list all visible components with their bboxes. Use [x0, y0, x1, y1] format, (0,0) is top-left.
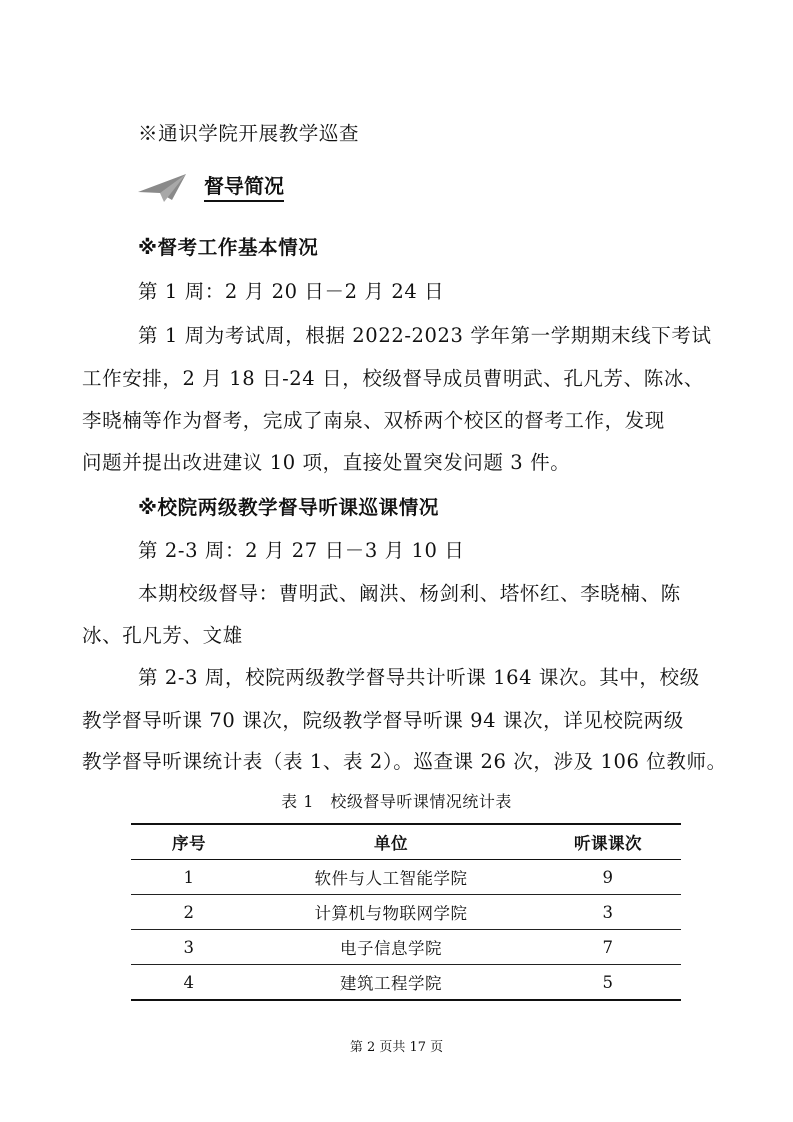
row-count: 9 [602, 867, 614, 887]
supervisors-line: 冰、孔凡芳、文雄 [82, 624, 243, 647]
exam-line: 问题并提出改进建议 10 项，直接处置突发问题 3 件。 [82, 451, 571, 474]
summary-line: 教学督导听课统计表（表 1、表 2）。巡查课 26 次，涉及 106 位教师。 [82, 750, 727, 773]
row-index: 4 [183, 972, 195, 992]
row-count: 5 [602, 972, 614, 992]
row-unit: 计算机与物联网学院 [314, 904, 468, 923]
row-index: 1 [183, 867, 195, 887]
table-row [131, 965, 681, 1001]
column-header: 听课课次 [574, 834, 642, 853]
row-count: 7 [602, 937, 614, 957]
row-count: 3 [602, 902, 614, 922]
stats-table [131, 823, 681, 1001]
table-row [131, 860, 681, 895]
row-unit: 建筑工程学院 [340, 974, 442, 993]
table-row [131, 930, 681, 965]
table-caption: 表 1 校级督导听课情况统计表 [281, 792, 512, 811]
row-unit: 软件与人工智能学院 [314, 869, 468, 888]
lecture-week: 第 2-3 周：2 月 27 日－3 月 10 日 [138, 539, 465, 562]
exam-line: 工作安排，2 月 18 日-24 日，校级督导成员曹明武、孔凡芳、陈冰、 [82, 367, 705, 390]
paper-plane-icon [138, 174, 188, 204]
summary-line: 第 2-3 周，校院两级教学督导共计听课 164 课次。其中，校级 [138, 666, 700, 689]
row-unit: 电子信息学院 [340, 939, 442, 958]
table-header-row [131, 824, 681, 860]
page-footer: 第 2 页共 17 页 [349, 1040, 444, 1055]
exam-week: 第 1 周：2 月 20 日－2 月 24 日 [138, 280, 445, 303]
row-index: 3 [183, 937, 195, 957]
exam-line: 第 1 周为考试周，根据 2022-2023 学年第一学期期末线下考试 [138, 324, 712, 347]
table-row [131, 895, 681, 930]
column-header: 单位 [374, 834, 408, 853]
summary-line: 教学督导听课 70 课次，院级教学督导听课 94 课次，详见校院两级 [82, 709, 684, 732]
row-index: 2 [183, 902, 195, 922]
column-header: 序号 [172, 834, 206, 853]
exam-line: 李晓楠等作为督考，完成了南泉、双桥两个校区的督考工作，发现 [82, 409, 665, 432]
section-title: 督导简况 [204, 174, 284, 202]
lecture-heading: ※校院两级教学督导听课巡课情况 [138, 496, 439, 519]
exam-heading: ※督考工作基本情况 [138, 236, 319, 259]
top-note: ※通识学院开展教学巡查 [138, 122, 360, 145]
supervisors-line: 本期校级督导：曹明武、阚洪、杨剑利、塔怀红、李晓楠、陈 [138, 582, 681, 605]
